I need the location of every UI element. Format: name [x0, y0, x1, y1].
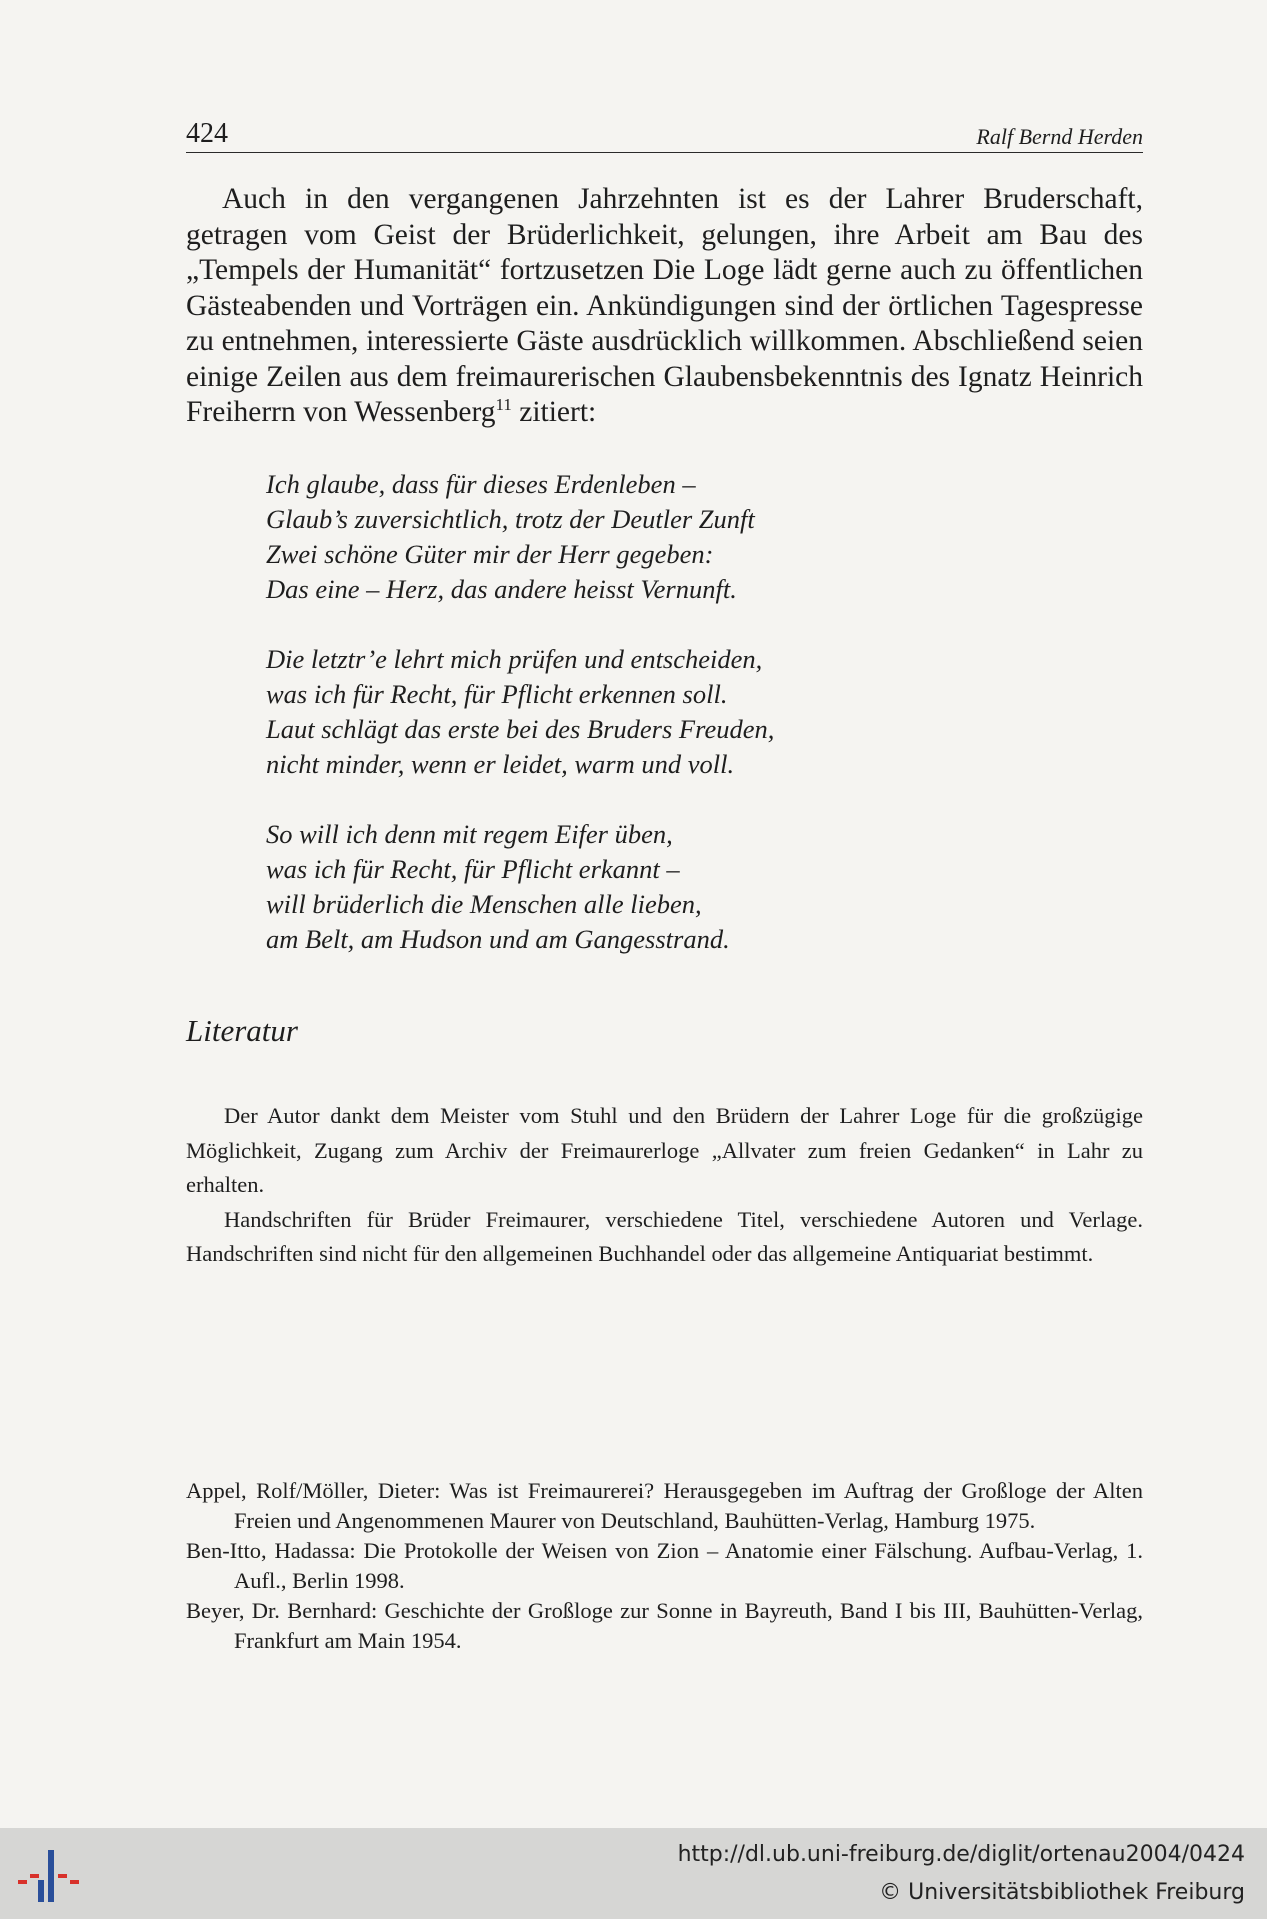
poem-line: was ich für Recht, für Pflicht erkennen soll.: [266, 679, 728, 709]
poem-line: nicht minder, wenn er leidet, warm und voll.: [266, 749, 735, 779]
poem-line: Zwei schöne Güter mir der Herr gegeben:: [266, 539, 714, 569]
footnote-reference: 11: [495, 395, 512, 414]
reference-list: [186, 1476, 1143, 1656]
poem-stanza: [266, 467, 1126, 607]
poem-stanza: [266, 817, 1126, 957]
library-footer: [0, 1828, 1267, 1919]
poem-line: So will ich denn mit regem Eifer üben,: [266, 819, 673, 849]
running-head: Ralf Bernd Herden: [976, 124, 1143, 149]
poem-line: Ich glaube, dass für dieses Erdenleben –: [266, 469, 696, 499]
poem-line: will brüderlich die Menschen alle lieben,: [266, 889, 702, 919]
body-paragraph: [186, 182, 1143, 431]
note-paragraph: Der Autor dankt dem Meister vom Stuhl und den Brüdern der Lahrer Loge für die großzügige Möglichkeit, Zugang zum Archiv der Freimaurerloge „Allvater zum freien Gedanken“ in Lahr zu erhalten.: [186, 1103, 1143, 1197]
reference-entry: Ben-Itto, Hadassa: Die Protokolle der Weisen von Zion – Anatomie einer Fälschung. Aufbau-Verlag, 1. Aufl., Berlin 1998.: [186, 1538, 1143, 1593]
poem-stanza: [266, 642, 1126, 782]
literatur-notes: [186, 1099, 1143, 1272]
poem-line: Die letztr’e lehrt mich prüfen und entscheiden,: [266, 644, 763, 674]
reference-entry: Beyer, Dr. Bernhard: Geschichte der Großloge zur Sonne in Bayreuth, Band I bis III, Bauhütten-Verlag, Frankfurt am Main 1954.: [186, 1598, 1143, 1653]
page-header: [186, 118, 1143, 153]
body-paragraph-end: zitiert:: [511, 396, 597, 428]
section-heading-literatur: Literatur: [186, 1013, 298, 1048]
poem-line: was ich für Recht, für Pflicht erkannt –: [266, 854, 680, 884]
note-paragraph: Handschriften für Brüder Freimaurer, verschiedene Titel, verschiedene Autoren und Verlage. Handschriften sind nicht für den allgemeinen Buchhandel oder das allgemeine Antiquariat bestimmt.: [186, 1206, 1143, 1266]
copyright-notice: © Universitätsbibliothek Freiburg: [879, 1880, 1245, 1905]
library-logo-icon: [18, 1844, 82, 1908]
body-text: [186, 182, 1143, 431]
poem-line: am Belt, am Hudson und am Gangesstrand.: [266, 924, 730, 954]
body-paragraph-text: Auch in den vergangenen Jahrzehnten ist es der Lahrer Bruderschaft, getragen vom Geist der Brüderlichkeit, gelungen, ihre Arbeit am Bau des „Tempels der Humanität“ fortzusetzen Die Loge lädt gerne auch zu öffentlichen Gästeabenden und Vorträgen ein. Ankündigungen sind der örtlichen Tagespresse zu entnehmen, interessierte Gäste ausdrücklich willkommen. Abschließend seien einige Zeilen aus dem freimaurerischen Glaubensbekenntnis des Ignatz Heinrich Freiherrn von Wessenberg: [186, 183, 1143, 428]
reference-entry: Appel, Rolf/Möller, Dieter: Was ist Freimaurerei? Herausgegeben im Auftrag der Großloge der Alten Freien und Angenommenen Maurer von Deutschland, Bauhütten-Verlag, Hamburg 1975.: [186, 1478, 1143, 1533]
poem-quote: [266, 467, 1126, 957]
page-number: 424: [186, 118, 228, 149]
poem-line: Das eine – Herz, das andere heisst Vernunft.: [266, 574, 737, 604]
source-url-link[interactable]: http://dl.ub.uni-freiburg.de/diglit/ortenau2004/0424: [677, 1842, 1245, 1867]
poem-line: Glaub’s zuversichtlich, trotz der Deutler Zunft: [266, 504, 755, 534]
poem-line: Laut schlägt das erste bei des Bruders Freuden,: [266, 714, 775, 744]
